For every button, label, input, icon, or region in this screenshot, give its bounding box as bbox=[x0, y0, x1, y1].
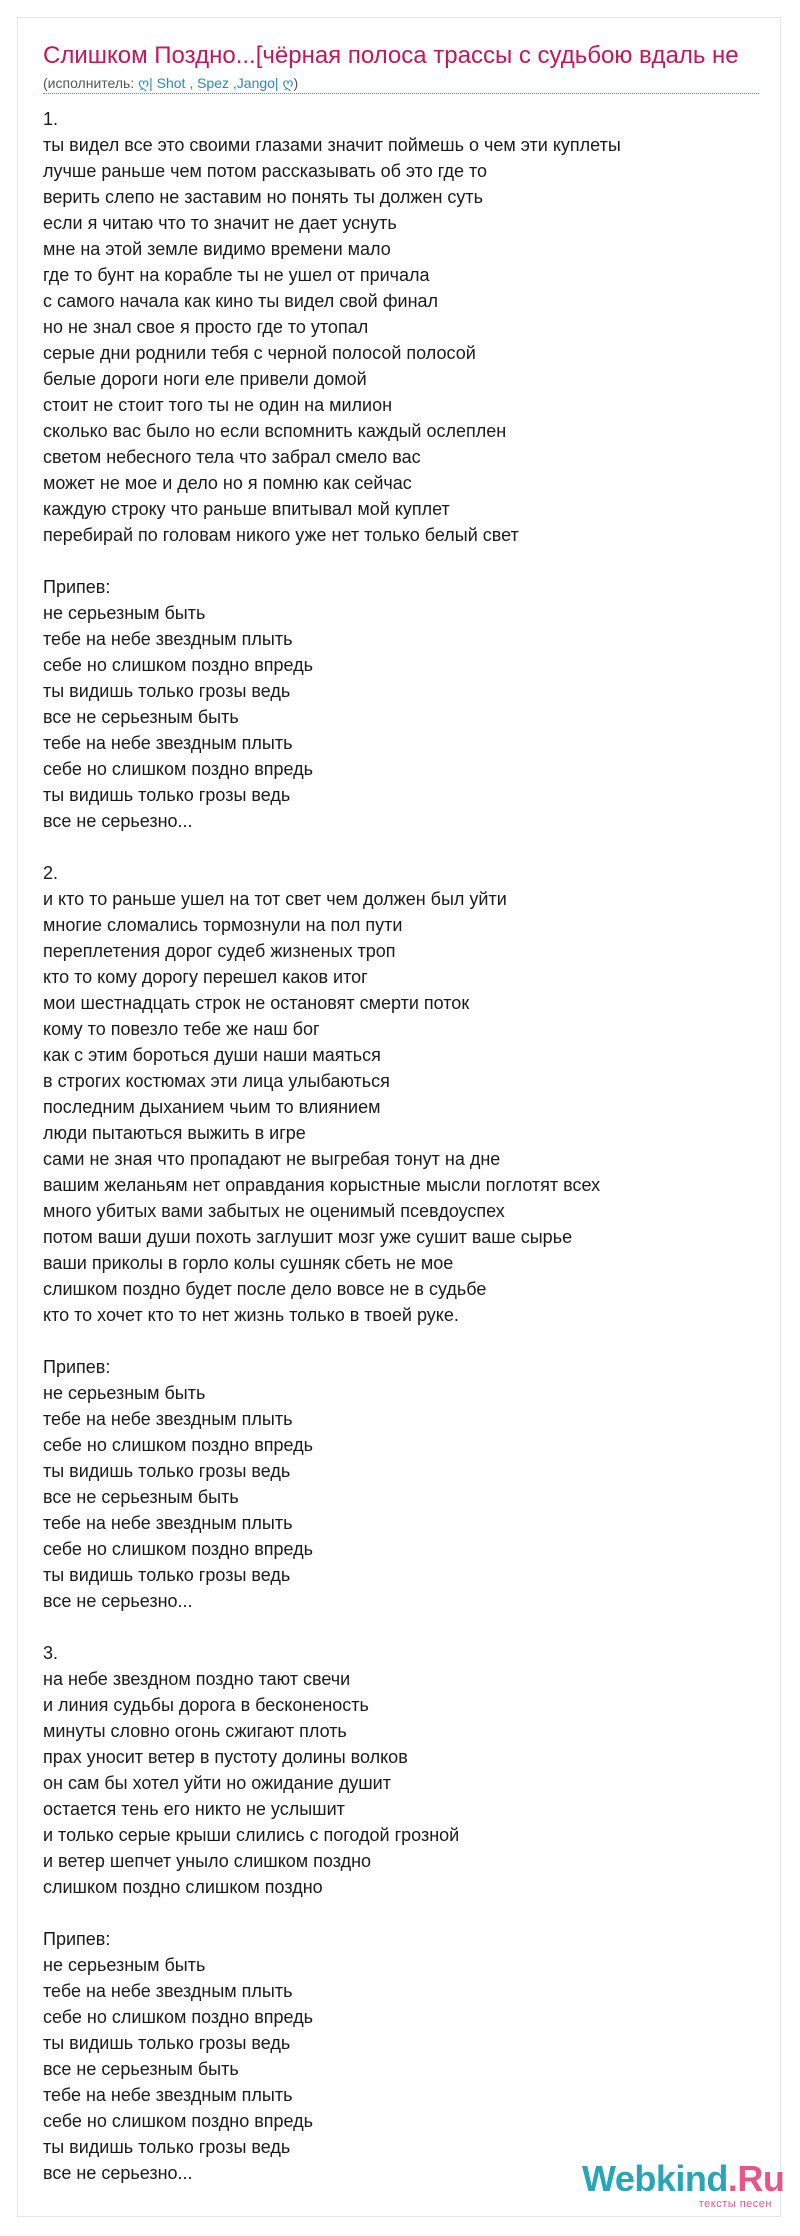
lyric-line: 3. bbox=[43, 1643, 59, 1663]
lyric-line: вашим желаньям нет оправдания корыстные мысли поглотят всех bbox=[43, 1175, 601, 1195]
lyric-line: ты видишь только грозы ведь bbox=[43, 785, 291, 805]
lyric-line: тебе на небе звездным плыть bbox=[43, 1981, 293, 2001]
lyric-line: много убитых вами забытых не оценимый псевдоуспех bbox=[43, 1201, 505, 1221]
stanza-gap bbox=[43, 1900, 763, 1926]
lyric-line: все не серьезным быть bbox=[43, 2059, 239, 2079]
lyric-line: Припев: bbox=[43, 1929, 111, 1949]
lyric-line: себе но слишком поздно впредь bbox=[43, 655, 314, 675]
lyric-line: тебе на небе звездным плыть bbox=[43, 629, 293, 649]
lyric-line: в строгих костюмах эти лица улыбаються bbox=[43, 1071, 390, 1091]
lyric-line: верить слепо не заставим но понять ты должен суть bbox=[43, 187, 484, 207]
site-logo-main: Webkind bbox=[582, 2158, 728, 2199]
lyric-line: и только серые крыши слились с погодой грозной bbox=[43, 1825, 460, 1845]
lyric-line: но не знал свое я просто где то утопал bbox=[43, 317, 369, 337]
stanza-gap bbox=[43, 834, 763, 860]
site-logo bbox=[582, 2158, 785, 2199]
lyric-line: ты видишь только грозы ведь bbox=[43, 1461, 291, 1481]
lyric-line: и линия судьбы дорога в бесконеность bbox=[43, 1695, 369, 1715]
lyric-line: и кто то раньше ушел на тот свет чем должен был уйти bbox=[43, 889, 507, 909]
lyric-line: ты видел все это своими глазами значит поймешь о чем эти куплеты bbox=[43, 135, 621, 155]
lyric-line: ты видишь только грозы ведь bbox=[43, 681, 291, 701]
lyric-line: прах уносит ветер в пустоту долины волков bbox=[43, 1747, 408, 1767]
lyric-line: слишком поздно слишком поздно bbox=[43, 1877, 323, 1897]
lyric-line: ты видишь только грозы ведь bbox=[43, 2033, 291, 2053]
lyric-line: 1. bbox=[43, 109, 59, 129]
performer-suffix: ) bbox=[293, 75, 299, 91]
lyric-line: не серьезным быть bbox=[43, 603, 206, 623]
lyric-line: светом небесного тела что забрал смело вас bbox=[43, 447, 421, 467]
lyric-line: все не серьезно... bbox=[43, 2163, 193, 2183]
lyric-line: все не серьезным быть bbox=[43, 707, 239, 727]
lyric-line: тебе на небе звездным плыть bbox=[43, 733, 293, 753]
lyric-line: мои шестнадцать строк не остановят смерти поток bbox=[43, 993, 470, 1013]
lyric-line: Припев: bbox=[43, 1357, 111, 1377]
lyric-line: все не серьезно... bbox=[43, 1591, 193, 1611]
lyric-line: может не мое и дело но я помню как сейчас bbox=[43, 473, 412, 493]
lyric-line: последним дыханием чьим то влиянием bbox=[43, 1097, 381, 1117]
lyric-line: мне на этой земле видимо времени мало bbox=[43, 239, 391, 259]
site-logo-tld: .Ru bbox=[727, 2158, 785, 2199]
lyric-line: лучше раньше чем потом рассказывать об это где то bbox=[43, 161, 488, 181]
lyric-line: каждую строку что раньше впитывал мой куплет bbox=[43, 499, 450, 519]
site-tagline: тексты песен bbox=[698, 2198, 772, 2210]
lyric-line: стоит не стоит того ты не один на милион bbox=[43, 395, 393, 415]
lyric-line: остается тень его никто не услышит bbox=[43, 1799, 345, 1819]
lyric-line: потом ваши души похоть заглушит мозг уже сушит ваше сырье bbox=[43, 1227, 573, 1247]
lyric-line: где то бунт на корабле ты не ушел от причала bbox=[43, 265, 430, 285]
lyric-line: ты видишь только грозы ведь bbox=[43, 2137, 291, 2157]
lyric-line: сколько вас было но если вспомнить каждый ослеплен bbox=[43, 421, 507, 441]
lyric-line: кто то кому дорогу перешел каков итог bbox=[43, 967, 368, 987]
lyric-line: ты видишь только грозы ведь bbox=[43, 1565, 291, 1585]
lyric-line: все не серьезным быть bbox=[43, 1487, 239, 1507]
lyric-line: тебе на небе звездным плыть bbox=[43, 2085, 293, 2105]
song-title: Слишком Поздно...[чёрная полоса трассы с судьбою вдаль не bbox=[43, 42, 739, 69]
lyric-line: кому то повезло тебе же наш бог bbox=[43, 1019, 320, 1039]
stanza-gap bbox=[43, 548, 763, 574]
lyric-line: 2. bbox=[43, 863, 59, 883]
stanza-gap bbox=[43, 1328, 763, 1354]
lyric-line: ваши приколы в горло колы сушняк сбеть не мое bbox=[43, 1253, 454, 1273]
lyric-line: на небе звездном поздно тают свечи bbox=[43, 1669, 351, 1689]
lyric-line: себе но слишком поздно впредь bbox=[43, 2007, 314, 2027]
lyric-line: не серьезным быть bbox=[43, 1955, 206, 1975]
lyric-line: тебе на небе звездным плыть bbox=[43, 1409, 293, 1429]
lyric-line: все не серьезно... bbox=[43, 811, 193, 831]
performer-prefix: (исполнитель: bbox=[43, 75, 139, 91]
lyric-line: кто то хочет кто то нет жизнь только в твоей руке. bbox=[43, 1305, 459, 1325]
lyric-line: перебирай по головам никого уже нет только белый свет bbox=[43, 525, 519, 545]
lyric-line: себе но слишком поздно впредь bbox=[43, 2111, 314, 2131]
lyric-line: не серьезным быть bbox=[43, 1383, 206, 1403]
lyric-line: слишком поздно будет после дело вовсе не в судьбе bbox=[43, 1279, 487, 1299]
lyric-line: тебе на небе звездным плыть bbox=[43, 1513, 293, 1533]
lyric-line: переплетения дорог судеб жизненых троп bbox=[43, 941, 396, 961]
lyric-line: он сам бы хотел уйти но ожидание душит bbox=[43, 1773, 391, 1793]
lyric-line: минуты словно огонь сжигают плоть bbox=[43, 1721, 347, 1741]
lyrics-body bbox=[43, 106, 763, 2186]
lyric-line: Припев: bbox=[43, 577, 111, 597]
stanza-gap bbox=[43, 1614, 763, 1640]
lyric-line: многие сломались тормознули на пол пути bbox=[43, 915, 403, 935]
lyric-line: себе но слишком поздно впредь bbox=[43, 1539, 314, 1559]
lyric-line: белые дороги ноги еле привели домой bbox=[43, 369, 367, 389]
lyric-line: сами не зная что пропадают не выгребая тонут на дне bbox=[43, 1149, 501, 1169]
lyric-line: себе но слишком поздно впредь bbox=[43, 1435, 314, 1455]
lyric-line: себе но слишком поздно впредь bbox=[43, 759, 314, 779]
site-watermark bbox=[582, 2158, 785, 2216]
lyric-line: как с этим бороться души наши маяться bbox=[43, 1045, 381, 1065]
lyric-line: и ветер шепчет уныло слишком поздно bbox=[43, 1851, 372, 1871]
lyric-line: с самого начала как кино ты видел свой финал bbox=[43, 291, 439, 311]
lyric-line: если я читаю что то значит не дает уснуть bbox=[43, 213, 397, 233]
performer-line bbox=[43, 73, 759, 94]
lyric-line: серые дни роднили тебя с черной полосой полосой bbox=[43, 343, 476, 363]
performer-link[interactable]: ღ| Shot , Spez ,Jango| ღ bbox=[138, 75, 294, 91]
lyric-line: люди пытаються выжить в игре bbox=[43, 1123, 306, 1143]
